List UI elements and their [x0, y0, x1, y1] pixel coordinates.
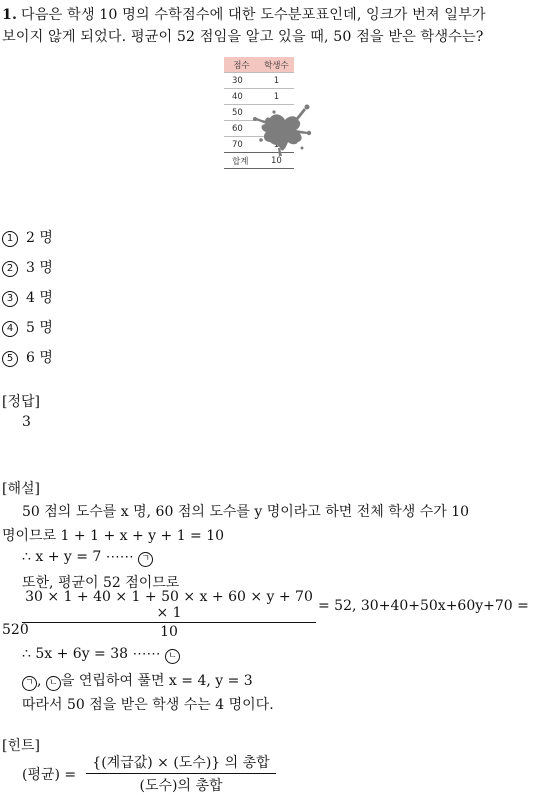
explanation-line-4: 또한, 평균이 52 점이므로 [22, 575, 180, 591]
question-text-1: 다음은 학생 10 명의 수학점수에 대한 도수분포표인데, 잉크가 번져 일부가 [21, 7, 486, 23]
choice-text: 4 명 [26, 290, 53, 306]
explanation-label: [해설] [2, 481, 40, 497]
explanation-eq-2: ∴ 5x + 6y = 38 ⋯⋯ [22, 646, 161, 662]
fraction-bar [22, 622, 316, 623]
table-cell-score: 40 [224, 89, 259, 105]
question-line-1 [2, 4, 486, 24]
answer-value: 3 [22, 414, 31, 430]
circled-marker: ㄴ [165, 649, 180, 664]
explanation-line-3 [22, 549, 153, 567]
circled-marker: ㄱ [22, 676, 37, 691]
explanation-eq-1: ∴ x + y = 7 ⋯⋯ [22, 549, 134, 565]
choice-5[interactable] [2, 347, 53, 367]
hint-lhs: (평균) = [22, 767, 77, 783]
fraction-numerator: 30 × 1 + 40 × 1 + 50 × x + 60 × y + 70 × 1 [25, 589, 313, 621]
choice-2[interactable] [2, 257, 53, 277]
explanation-eq-rest: = 52, 30+40+50x+60y+70 = [318, 598, 529, 614]
choice-marker: 5 [2, 351, 18, 367]
choice-marker: 2 [2, 261, 18, 277]
table-cell-count: 1 [259, 89, 294, 105]
explanation-line-9: 따라서 50 점을 받은 학생 수는 4 명이다. [22, 697, 274, 713]
table-cell-score: 50 [224, 105, 259, 121]
table-header-score: 점수 [224, 57, 259, 73]
hint-numerator: {(계급값) × (도수)} 의 총합 [92, 755, 270, 771]
choice-3[interactable] [2, 287, 53, 307]
fraction-denominator: 10 [160, 624, 178, 640]
circled-marker: ㄱ [138, 552, 153, 567]
question-line-2: 보이지 않게 되었다. 평균이 52 점임을 알고 있을 때, 50 점을 받은 학생수는? [2, 29, 484, 45]
choice-text: 2 명 [26, 230, 53, 246]
hint-fraction [86, 752, 276, 795]
ink-blot-image [252, 104, 312, 156]
table-header-count: 학생수 [259, 57, 294, 73]
table-cell-score: 70 [224, 137, 259, 153]
question-number: 1. [2, 7, 18, 23]
circled-marker: ㄴ [46, 676, 61, 691]
answer-label: [정답] [2, 394, 40, 410]
choice-text: 6 명 [26, 350, 53, 366]
explanation-solve-text: 을 연립하여 풀면 x = 4, y = 3 [60, 673, 253, 689]
hint-denominator: (도수)의 총합 [139, 778, 223, 794]
table-total-label: 합계 [224, 153, 259, 169]
choice-marker: 3 [2, 291, 18, 307]
explanation-line-6: 520 [2, 622, 29, 638]
hint-label: [힌트] [2, 738, 40, 754]
choice-text: 3 명 [26, 260, 53, 276]
explanation-line-2: 명이므로 1 + 1 + x + y + 1 = 10 [2, 528, 225, 544]
table-row [224, 89, 294, 105]
mean-fraction [22, 589, 316, 640]
table-row [224, 73, 294, 89]
table-cell-score: 60 [224, 121, 259, 137]
explanation-line-7 [22, 646, 180, 664]
choice-marker: 1 [2, 231, 18, 247]
table-total-count: 10 [259, 153, 294, 169]
choice-text: 5 명 [26, 320, 53, 336]
choice-4[interactable] [2, 317, 53, 337]
choice-1[interactable] [2, 227, 53, 247]
table-cell-count: 1 [259, 73, 294, 89]
hint-fraction-bar [86, 773, 276, 774]
choice-marker: 4 [2, 321, 18, 337]
explanation-line-1: 50 점의 도수를 x 명, 60 점의 도수를 y 명이라고 하면 전체 학생 수가 10 [22, 504, 470, 520]
table-cell-score: 30 [224, 73, 259, 89]
explanation-line-8: ㄱ , ㄴ 을 연립하여 풀면 x = 4, y = 3 [22, 670, 253, 691]
